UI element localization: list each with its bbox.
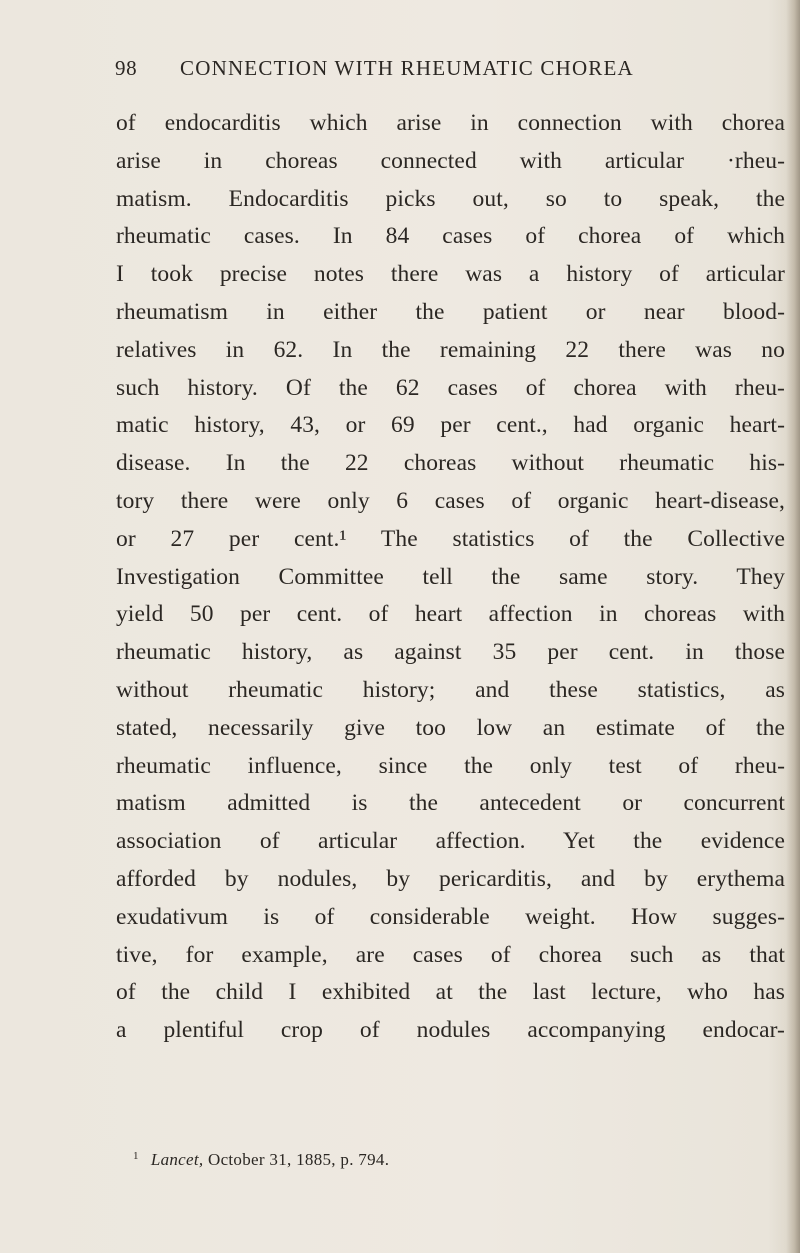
text-line: rheumatic history, as against 35 per cent. in those	[116, 639, 785, 666]
text-line: association of articular affection. Yet the evidence	[116, 828, 785, 855]
footnote-citation: October 31, 1885, p. 794.	[203, 1150, 390, 1169]
text-line: a plentiful crop of nodules accompanying endocar-	[116, 1017, 785, 1044]
text-line: disease. In the 22 choreas without rheumatic his-	[116, 450, 785, 477]
footnote-marker: 1	[133, 1150, 139, 1162]
text-line: Investigation Committee tell the same story. They	[116, 563, 785, 590]
text-line: tive, for example, are cases of chorea such as that	[116, 941, 785, 968]
running-head	[115, 56, 755, 86]
text-line: tory there were only 6 cases of organic heart-disease,	[116, 487, 785, 514]
text-line: rheumatic influence, since the only test of rheu-	[116, 752, 785, 779]
text-line: yield 50 per cent. of heart affection in choreas with	[116, 601, 785, 628]
text-line: stated, necessarily give too low an estimate of the	[116, 714, 785, 741]
text-line: such history. Of the 62 cases of chorea with rheu-	[116, 374, 785, 401]
text-line: I took precise notes there was a history of articular	[116, 261, 785, 288]
page-number: 98	[115, 56, 138, 80]
text-line: matic history, 43, or 69 per cent., had organic heart-	[116, 412, 785, 439]
text-line: without rheumatic history; and these statistics, as	[116, 676, 785, 703]
text-line: of the child I exhibited at the last lecture, who has	[116, 979, 785, 1006]
text-line: arise in choreas connected with articular ·rheu-	[116, 147, 785, 174]
text-line: exudativum is of considerable weight. How sugges-	[116, 903, 785, 930]
text-line: relatives in 62. In the remaining 22 there was no	[116, 336, 785, 363]
text-line: rheumatism in either the patient or near blood-	[116, 298, 785, 325]
text-line: matism. Endocarditis picks out, so to speak, the	[116, 185, 785, 212]
text-line: afforded by nodules, by pericarditis, and by erythema	[116, 865, 785, 892]
footnote	[133, 1150, 389, 1170]
page-gutter-shadow	[786, 0, 800, 1253]
text-line: rheumatic cases. In 84 cases of chorea of which	[116, 223, 785, 250]
footnote-journal: Lancet,	[150, 1150, 204, 1169]
running-title: CONNECTION WITH RHEUMATIC CHOREA	[180, 56, 634, 80]
text-line: matism admitted is the antecedent or concurrent	[116, 790, 785, 817]
text-line: or 27 per cent.¹ The statistics of the Collective	[116, 525, 785, 552]
text-line: of endocarditis which arise in connection with chorea	[116, 110, 785, 136]
body-text	[116, 105, 785, 1050]
